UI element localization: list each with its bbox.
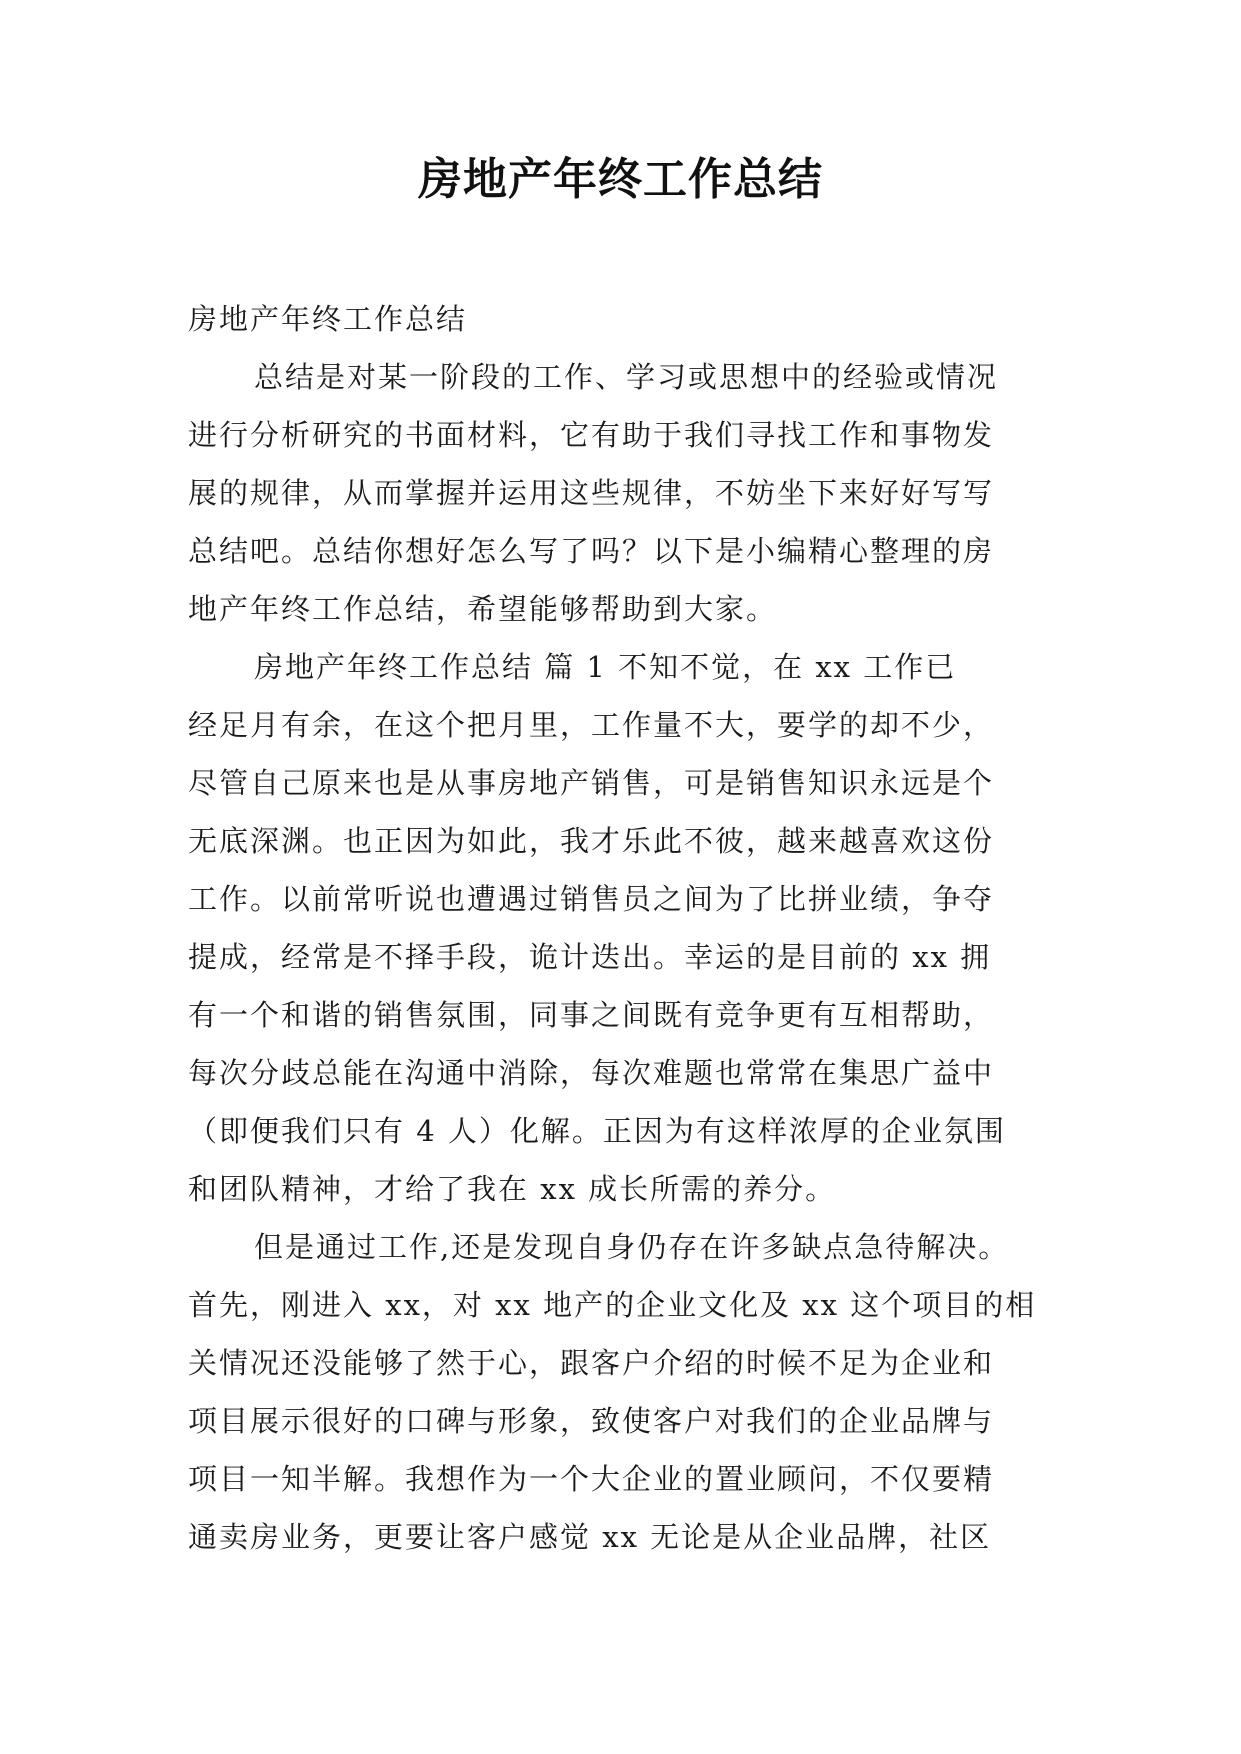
text-line: 首先，刚进入 xx，对 xx 地产的企业文化及 xx 这个项目的相 xyxy=(188,1288,1037,1322)
text-line: 有一个和谐的销售氛围，同事之间既有竞争更有互相帮助， xyxy=(188,998,995,1032)
text-line: 房地产年终工作总结 xyxy=(188,302,468,336)
document-title: 房地产年终工作总结 xyxy=(418,154,823,205)
text-line: 但是通过工作,还是发现自身仍存在许多缺点急待解决。 xyxy=(254,1230,1010,1264)
text-line: 尽管自己原来也是从事房地产销售，可是销售知识永远是个 xyxy=(188,766,995,800)
text-line: 提成，经常是不择手段，诡计迭出。幸运的是目前的 xx 拥 xyxy=(188,940,992,974)
text-line: 每次分歧总能在沟通中消除，每次难题也常常在集思广益中 xyxy=(188,1056,995,1090)
text-line: 总结吧。总结你想好怎么写了吗？以下是小编精心整理的房 xyxy=(188,534,995,568)
text-line: 关情况还没能够了然于心，跟客户介绍的时候不足为企业和 xyxy=(188,1346,995,1380)
text-line: 项目一知半解。我想作为一个大企业的置业顾问，不仅要精 xyxy=(188,1462,995,1496)
text-line: 工作。以前常听说也遭遇过销售员之间为了比拼业绩，争夺 xyxy=(188,882,995,916)
text-line: 经足月有余，在这个把月里，工作量不大，要学的却不少， xyxy=(188,708,995,742)
document-body xyxy=(188,290,1058,1566)
text-line: 地产年终工作总结，希望能够帮助到大家。 xyxy=(188,592,778,626)
text-line: （即便我们只有 4 人）化解。正因为有这样浓厚的企业氛围 xyxy=(188,1114,1006,1148)
text-line: 房地产年终工作总结 篇 1 不知不觉，在 xx 工作已 xyxy=(254,650,957,684)
text-line: 进行分析研究的书面材料，它有助于我们寻找工作和事物发 xyxy=(188,418,995,452)
text-line: 无底深渊。也正因为如此，我才乐此不彼，越来越喜欢这份 xyxy=(188,824,995,858)
text-line: 项目展示很好的口碑与形象，致使客户对我们的企业品牌与 xyxy=(188,1404,995,1438)
text-line: 总结是对某一阶段的工作、学习或思想中的经验或情况 xyxy=(254,360,999,394)
text-line: 通卖房业务，更要让客户感觉 xx 无论是从企业品牌，社区 xyxy=(188,1520,992,1554)
text-line: 展的规律，从而掌握并运用这些规律，不妨坐下来好好写写 xyxy=(188,476,995,510)
text-line: 和团队精神，才给了我在 xx 成长所需的养分。 xyxy=(188,1172,837,1206)
